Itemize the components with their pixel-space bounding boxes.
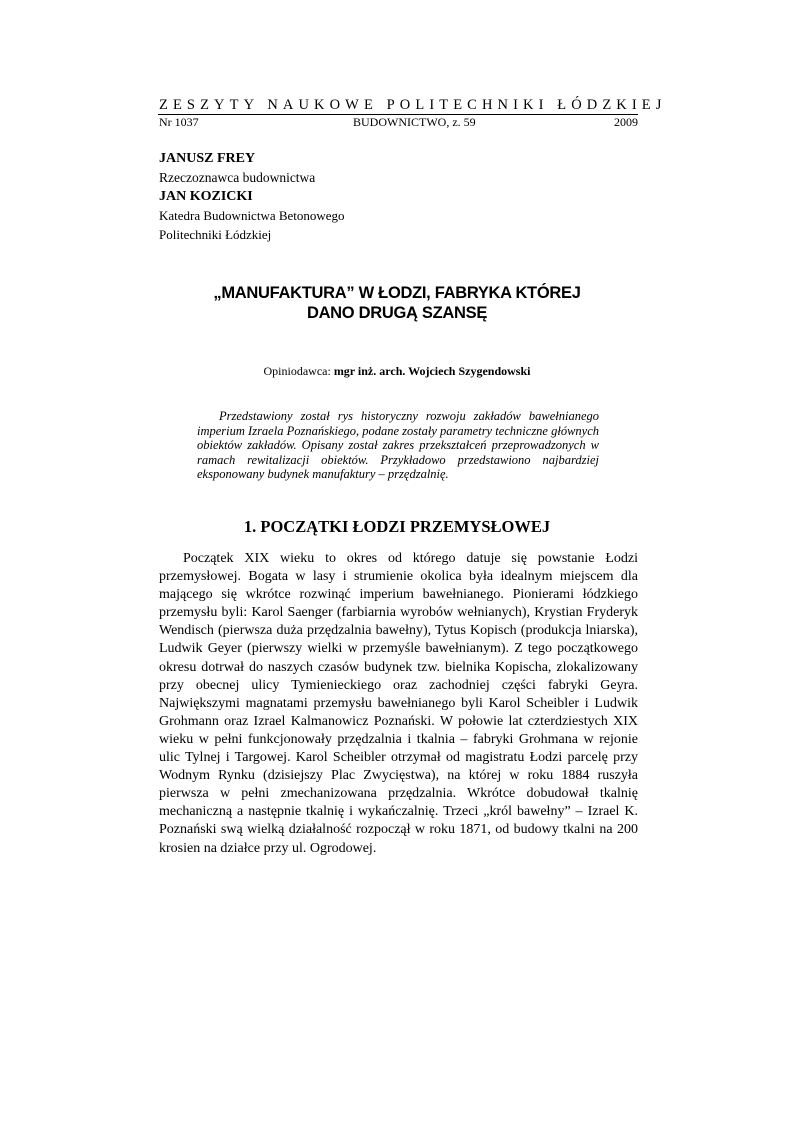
issue-info — [159, 115, 638, 131]
issue-series: BUDOWNICTWO, z. 59 — [353, 115, 476, 129]
reviewer-label: Opiniodawca: — [263, 364, 331, 378]
paper-title-line: „MANUFAKTURA” W ŁODZI, FABRYKA KTÓREJ — [213, 284, 581, 302]
body-paragraph: Początek XIX wieku to okres od którego datuje się powstanie Łodzi przemysłowej. Bogata w lasy i strumienie okolica była idealnym miejscem dla mającego się wkrótce rozwinąć imperium bawełnianego. Pionierami łódzkiego przemysłu byli: Karol Saenger (farbiarnia wyrobów wełnianych), Krystian Fryderyk Wendisch (pierwsza duża przędzalnia bawełny), Tytus Kopisch (produkcja lniarska), Ludwik Geyer (pierwszy wielki w przemyśle bawełnianym). Z tego początkowego okresu dotrwał do naszych czasów budynek tzw. bielnika Kopischa, zlokalizowany przy obecnej ulicy Tymienieckiego oraz zachodniej części fabryki Geyra. Największymi magnatami przemysłu bawełnianego byli Karol Scheibler i Ludwik Grohmann oraz Izrael Kalmanowicz Poznański. W połowie lat czterdziestych XIX wieku w pełni funkcjonowały przędzalnia i tkalnia – fabryki Grohmana w rejonie ulic Tylnej i Targowej. Karol Scheibler otrzymał od magistratu Łodzi parcelę przy Wodnym Rynku (dzisiejszy Plac Zwycięstwa), na której w roku 1884 ruszyła pierwsza w pełni zmechanizowana przędzalnia. Wkrótce dobudował tkalnię mechaniczną a następnie tkalnię i wykańczalnię. Trzeci „król bawełny” – Izrael K. Poznański swą wielką działalność rozpoczął w roku 1871, od budowy tkalni na 200 krosien na działce przy ul. Ogrodowej. — [159, 551, 638, 856]
author-affiliation: Rzeczoznawca budownictwa — [159, 170, 316, 185]
reviewer-line — [130, 364, 664, 379]
author-affiliation: Katedra Budownictwa Betonowego — [159, 208, 345, 223]
reviewer-name: mgr inż. arch. Wojciech Szygendowski — [333, 364, 531, 378]
paper-title-line: DANO DRUGĄ SZANSĘ — [306, 304, 488, 322]
author-name: JAN KOZICKI — [159, 189, 253, 204]
author-affiliation: Politechniki Łódzkiej — [159, 227, 272, 242]
author-name: JANUSZ FREY — [159, 151, 256, 166]
issue-number: Nr 1037 — [159, 115, 199, 129]
author-block — [159, 149, 559, 244]
abstract-text: Przedstawiony został rys historyczny rozwoju zakładów bawełnianego imperium Izraela Poznańskiego, podane zostały parametry techniczne głównych obiektów zakładów. Opisany został zakres przekształceń przeprowadzonych w ramach rewitalizacji obiektów. Przykładowo przedstawiono najbardziej eksponowany budynek manufaktury – przędzalnię. — [197, 409, 600, 481]
paper-title — [130, 283, 664, 323]
issue-year: 2009 — [614, 115, 638, 129]
section-heading: 1. POCZĄTKI ŁODZI PRZEMYSŁOWEJ — [243, 517, 551, 536]
journal-name: ZESZYTY NAUKOWE POLITECHNIKI ŁÓDZKIEJ — [159, 97, 667, 113]
